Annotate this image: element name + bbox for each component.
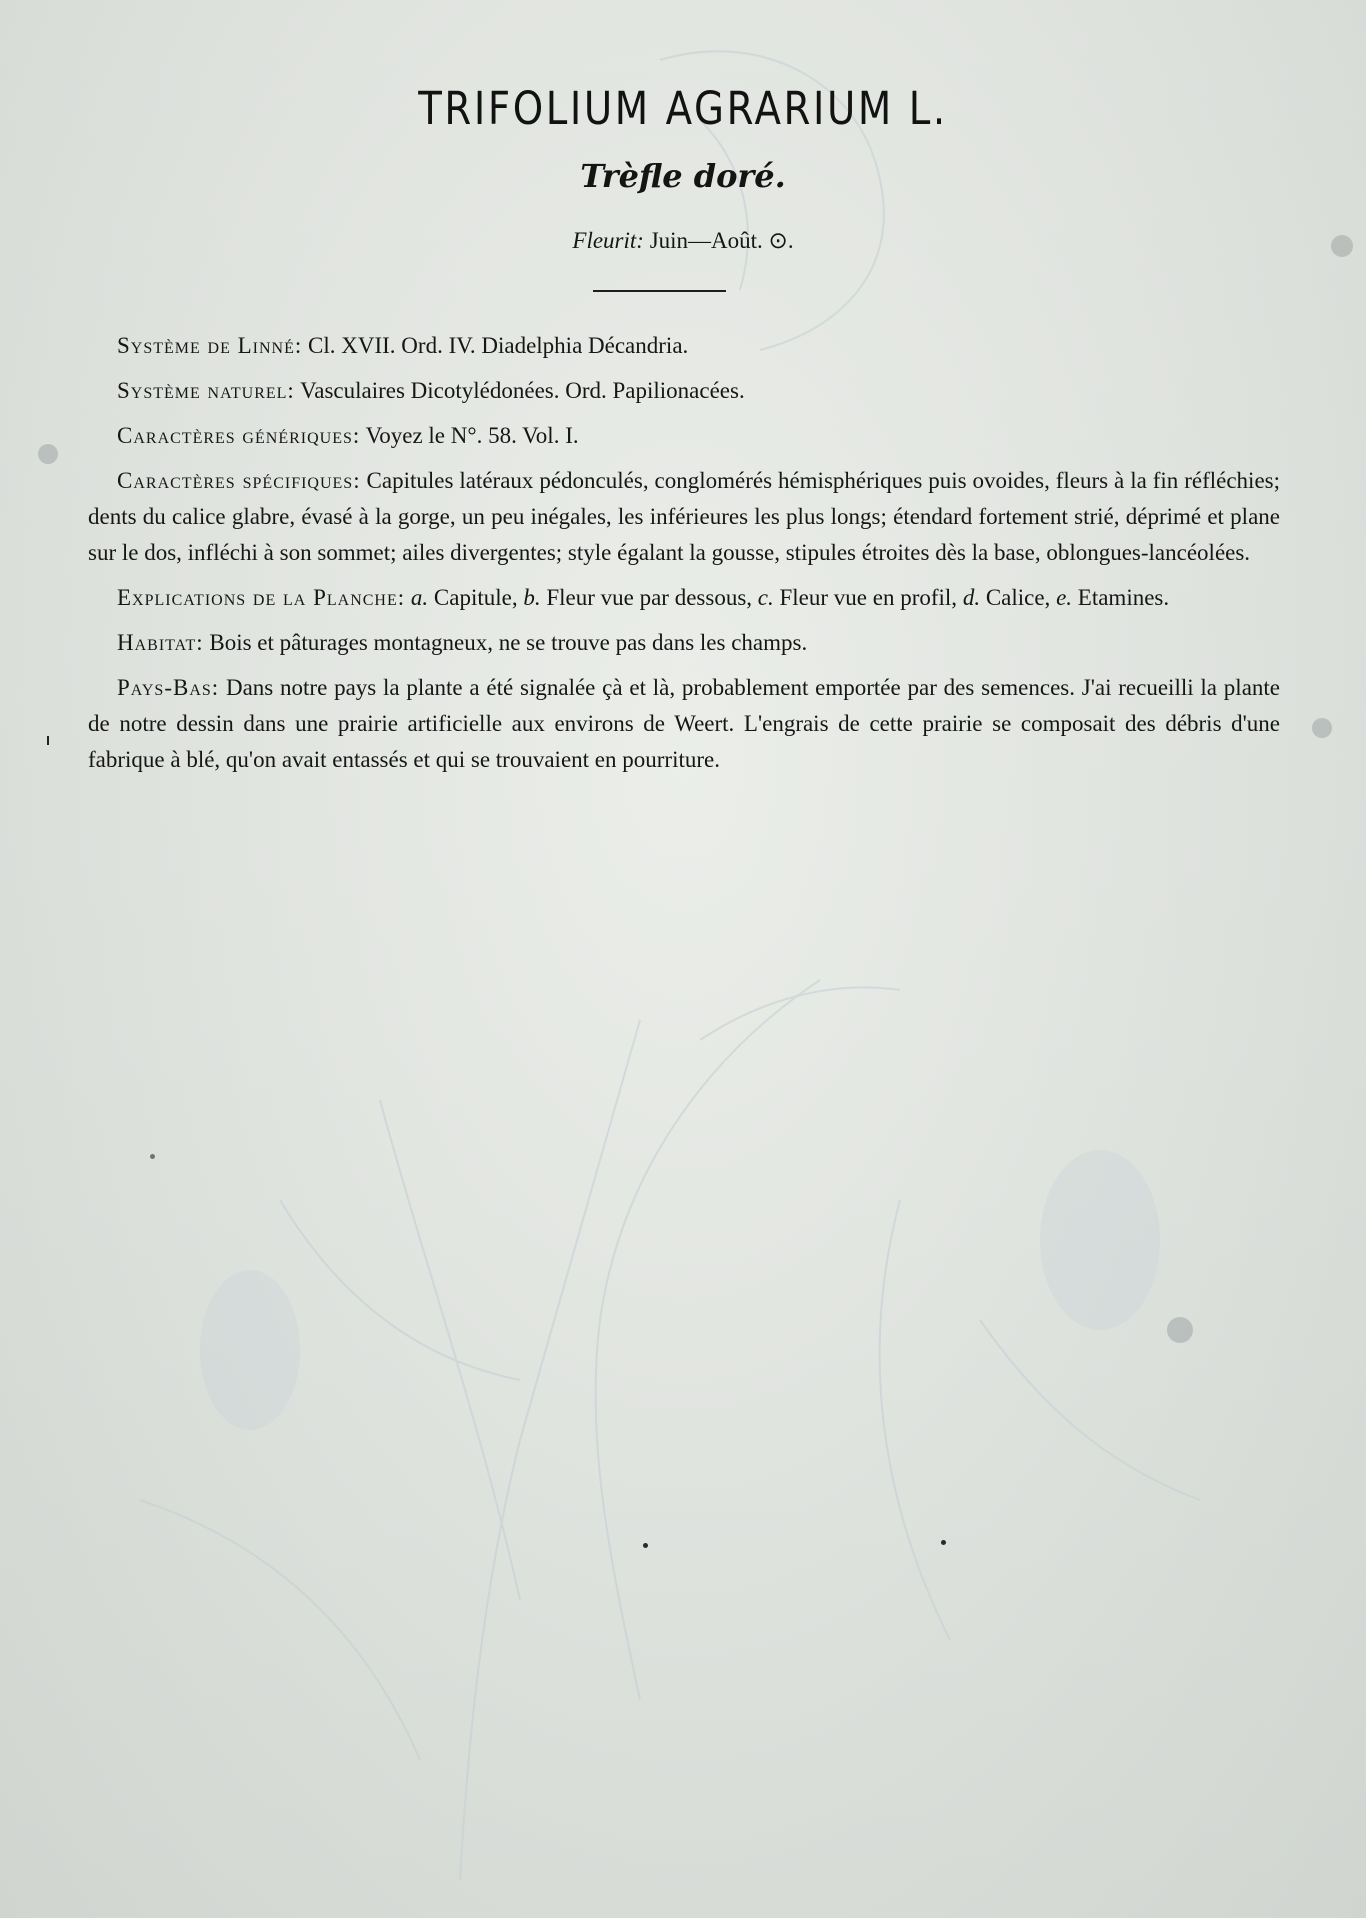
section-pays-bas	[88, 670, 1280, 778]
section-label: Caractères génériques:	[117, 423, 361, 448]
plate-letter: e.	[1056, 585, 1073, 610]
section-text: Capitules latéraux pédonculés, conglomérés hémisphériques puis ovoides, fleurs à la fin réfléchies; dents du calice glabre, évasé à la gorge, un peu inégales, les inférieures les plus longs; étendard fortement strié, déprimé et plane sur le dos, infléchi à son sommet; ailes divergentes; style égalant la gousse, stipules étroites dès la base, oblongues-lancéolées.	[88, 468, 1281, 565]
section-text: Dans notre pays la plante a été signalée çà et là, probablement emportée par des semences. J'ai recueilli la plante de notre dessin dans une prairie artificielle aux environs de Weert. L'engrais de cette prairie se composait des débris d'une fabrique à blé, qu'on avait entassés et qui se trouvaient en pourriture.	[88, 675, 1280, 772]
plate-letter: a.	[410, 585, 429, 610]
plate-item: Etamines.	[1077, 585, 1170, 610]
speck	[941, 1540, 946, 1545]
section-label: Système naturel:	[117, 378, 295, 403]
plate-letter: d.	[962, 585, 981, 610]
page-title: TRIFOLIUM AGRARIUM L.	[418, 82, 948, 135]
section-linne	[88, 328, 1280, 364]
section-text: Vasculaires Dicotylédonées. Ord. Papilionacées.	[300, 378, 745, 403]
common-name: Trèfle doré.	[580, 157, 786, 195]
speck	[643, 1543, 648, 1548]
section-text: Cl. XVII. Ord. IV. Diadelphia Décandria.	[308, 333, 689, 358]
title-divider	[593, 290, 726, 292]
section-label: Explications de la Planche:	[117, 585, 406, 610]
section-label: Habitat:	[117, 630, 204, 655]
plate-item: Fleur vue en profil,	[779, 585, 958, 610]
section-label: Système de Linné:	[117, 333, 303, 358]
speck	[150, 1154, 155, 1159]
flowering-value: Juin—Août. ⊙.	[649, 228, 794, 253]
flowering-line	[0, 228, 1366, 254]
plate-letter: c.	[757, 585, 774, 610]
section-text: Voyez le N°. 58. Vol. I.	[365, 423, 579, 448]
section-text: Bois et pâturages montagneux, ne se trouve pas dans les champs.	[209, 630, 808, 655]
plate-letter: b.	[523, 585, 541, 610]
plate-item: Fleur vue par dessous,	[546, 585, 753, 610]
section-label: Caractères spécifiques:	[117, 468, 361, 493]
plate-item: Capitule,	[433, 585, 518, 610]
description-body	[88, 328, 1280, 787]
section-naturel	[88, 373, 1280, 409]
flowering-label: Fleurit:	[572, 228, 644, 253]
section-label: Pays-Bas:	[117, 675, 220, 700]
margin-mark	[47, 736, 49, 745]
section-specifiques	[88, 463, 1280, 571]
section-habitat	[88, 625, 1280, 661]
section-planche	[88, 580, 1280, 616]
section-generiques	[88, 418, 1280, 454]
plate-item: Calice,	[985, 585, 1051, 610]
